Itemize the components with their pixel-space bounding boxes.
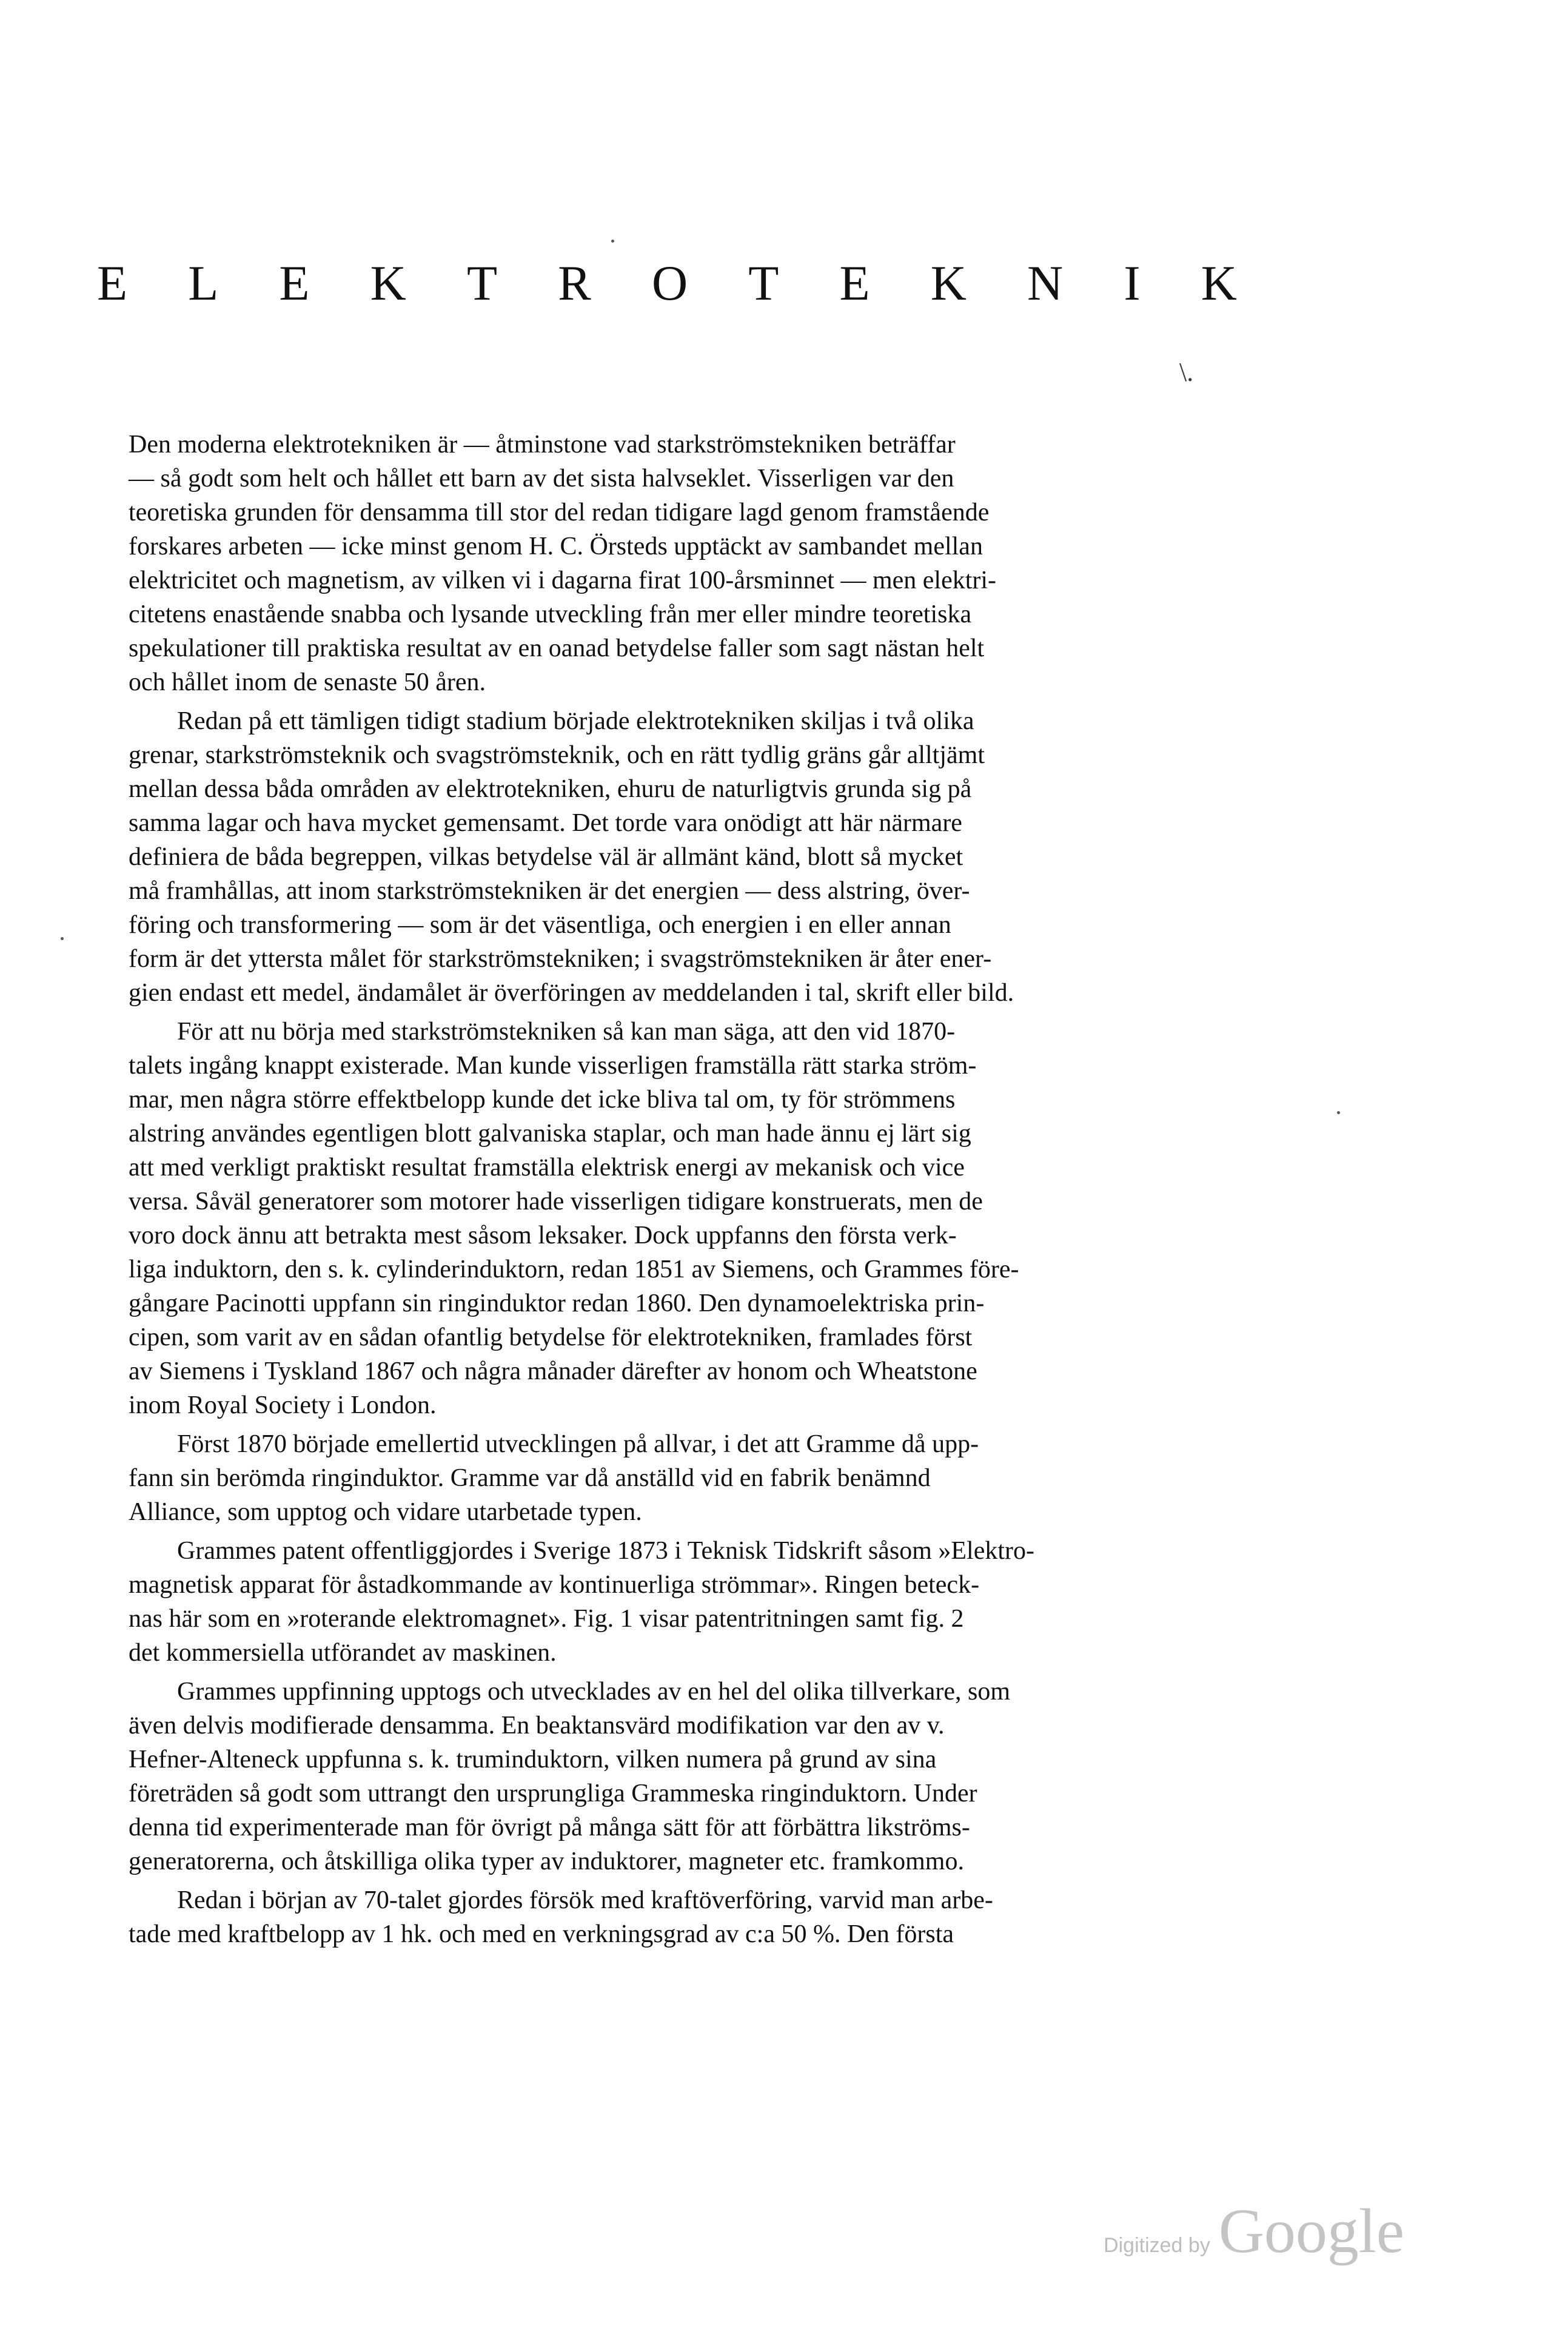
title-letter: E	[279, 255, 310, 311]
text-line: att med verkligt praktiskt resultat framställa elektrisk energi av mekanisk och vice	[129, 1154, 965, 1182]
title-letter: K	[930, 255, 967, 311]
text-line: — så godt som helt och hållet ett barn av det sista halvseklet. Visserligen var den	[129, 465, 954, 493]
text-line: gien endast ett medel, ändamålet är överföringen av meddelanden i tal, skrift eller bild.	[129, 979, 1014, 1007]
title-letter: E	[97, 255, 128, 311]
title-letter: E	[839, 255, 870, 311]
text-line: fann sin berömda ringinduktor. Gramme var då anställd vid en fabrik benämnd	[129, 1464, 931, 1492]
paragraph-gap	[129, 1422, 1220, 1427]
title-letter: K	[1201, 255, 1237, 311]
text-line: elektricitet och magnetism, av vilken vi i dagarna firat 100-årsminnet — men elektri-	[129, 567, 997, 594]
text-line: talets ingång knappt existerade. Man kunde visserligen framställa rätt starka ström-	[129, 1052, 977, 1080]
text-line: företräden så godt som uttrangt den ursprungliga Grammeska ringinduktorn. Under	[129, 1780, 977, 1807]
text-line: må framhållas, att inom starkströmstekniken är det energien — dess alstring, över-	[129, 877, 970, 905]
text-line: föring och transformering — som är det väsentliga, och energien i en eller annan	[129, 911, 951, 939]
title-letter: O	[651, 255, 688, 311]
text-line: spekulationer till praktiska resultat av en oanad betydelse faller som sagt nästan helt	[129, 634, 985, 662]
text-line: liga induktorn, den s. k. cylinderinduktorn, redan 1851 av Siemens, och Grammes före-	[129, 1256, 1019, 1283]
title-letter: T	[748, 255, 779, 311]
text-line: Grammes uppfinning upptogs och utvecklades av en hel del olika tillverkare, som	[177, 1678, 1010, 1706]
text-line: även delvis modifierade densamma. En beaktansvärd modifikation var den av v.	[129, 1712, 945, 1740]
watermark-prefix: Digitized by	[1104, 2234, 1210, 2257]
text-line: Redan i början av 70-talet gjordes försök med kraftöverföring, varvid man arbe-	[177, 1886, 993, 1914]
digitized-watermark	[1104, 2195, 1404, 2267]
text-line: nas här som en »roterande elektromagnet». Fig. 1 visar patentritningen samt fig. 2	[129, 1605, 964, 1633]
text-line: generatorerna, och åtskilliga olika typer av induktorer, magneter etc. framkommo.	[129, 1847, 964, 1875]
text-line: mar, men några större effektbelopp kunde det icke bliva tal om, ty för strömmens	[129, 1086, 956, 1114]
text-line: samma lagar och hava mycket gemensamt. Det torde vara onödigt att här närmare	[129, 809, 962, 837]
text-line: inom Royal Society i London.	[129, 1391, 437, 1419]
paragraph-gap	[129, 1529, 1220, 1534]
paragraph-gap	[129, 699, 1220, 704]
text-line: definiera de båda begreppen, vilkas betydelse väl är allmänt känd, blott så mycket	[129, 843, 963, 871]
paragraph-gap	[129, 1878, 1220, 1883]
stray-dot	[611, 240, 614, 243]
body-text	[129, 428, 1220, 1951]
text-line: denna tid experimenterade man för övrigt på många sätt för att förbättra likströms-	[129, 1814, 970, 1841]
stray-dot	[1337, 1111, 1340, 1114]
text-line: mellan dessa båda områden av elektrotekniken, ehuru de naturligtvis grunda sig på	[129, 775, 972, 803]
text-line: alstring användes egentligen blott galvaniska staplar, och man hade ännu ej lärt sig	[129, 1120, 971, 1148]
text-line: voro dock ännu att betrakta mest såsom leksaker. Dock uppfanns den första verk-	[129, 1222, 957, 1249]
text-line: versa. Såväl generatorer som motorer hade visserligen tidigare konstruerats, men de	[129, 1188, 983, 1215]
text-line: tade med kraftbelopp av 1 hk. och med en verkningsgrad av c:a 50 %. Den första	[129, 1920, 954, 1948]
paragraph-gap	[129, 1010, 1220, 1015]
paragraph-gap	[129, 1670, 1220, 1675]
text-line: gångare Pacinotti uppfann sin ringinduktor redan 1860. Den dynamoelektriska prin-	[129, 1289, 985, 1317]
title-letter: N	[1027, 255, 1064, 311]
stray-dot	[61, 937, 64, 940]
text-line: av Siemens i Tyskland 1867 och några månader därefter av honom och Wheatstone	[129, 1357, 977, 1385]
page-title	[97, 255, 1237, 312]
text-line: Först 1870 började emellertid utvecklingen på allvar, i det att Gramme då upp-	[177, 1430, 979, 1458]
text-line: forskares arbeten — icke minst genom H. C. Örsteds upptäckt av sambandet mellan	[129, 533, 983, 560]
title-letter: I	[1124, 255, 1141, 311]
text-line: Den moderna elektrotekniken är — åtminstone vad starkströmstekniken beträffar	[129, 431, 956, 459]
text-line: teoretiska grunden för densamma till stor del redan tidigare lagd genom framstående	[129, 499, 990, 526]
text-line: Hefner-Alteneck uppfunna s. k. truminduktorn, vilken numera på grund av sina	[129, 1746, 937, 1773]
text-line: För att nu börja med starkströmstekniken så kan man säga, att den vid 1870-	[177, 1018, 956, 1046]
text-line: magnetisk apparat för åstadkommande av kontinuerliga strömmar». Ringen beteck-	[129, 1571, 980, 1599]
text-line: citetens enastående snabba och lysande utveckling från mer eller mindre teoretiska	[129, 600, 972, 628]
text-line: cipen, som varit av en sådan ofantlig betydelse för elektrotekniken, framlades först	[129, 1323, 973, 1351]
title-letter: R	[558, 255, 591, 311]
text-line: och hållet inom de senaste 50 åren.	[129, 668, 486, 696]
text-line: form är det yttersta målet för starkströmstekniken; i svagströmstekniken är åter ener-	[129, 945, 992, 973]
google-logo: Google	[1218, 2196, 1404, 2266]
text-line: Redan på ett tämligen tidigt stadium började elektrotekniken skiljas i två olika	[177, 707, 974, 735]
margin-mark: \.	[1179, 357, 1194, 387]
title-letter: K	[370, 255, 406, 311]
text-line: grenar, starkströmsteknik och svagströmsteknik, och en rätt tydlig gräns går alltjämt	[129, 741, 985, 769]
text-line: det kommersiella utförandet av maskinen.	[129, 1639, 557, 1667]
text-line: Grammes patent offentliggjordes i Sverige 1873 i Teknisk Tidskrift såsom »Elektro-	[177, 1537, 1035, 1565]
text-line: Alliance, som upptog och vidare utarbetade typen.	[129, 1498, 642, 1526]
title-letter: T	[466, 255, 498, 311]
title-letter: L	[188, 255, 219, 311]
